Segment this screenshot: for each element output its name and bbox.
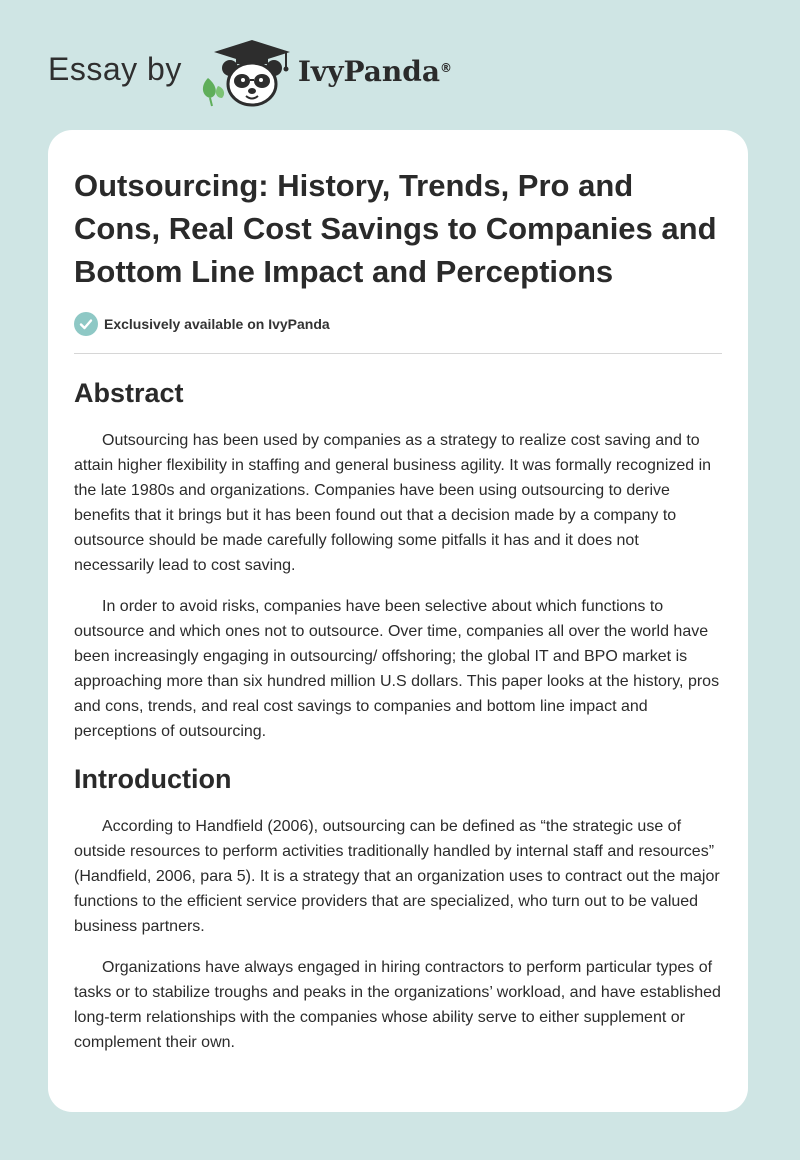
essay-by-label: Essay by (48, 50, 182, 87)
trademark-symbol: ® (440, 60, 452, 75)
panda-graduate-icon[interactable] (196, 34, 296, 108)
paragraph: Organizations have always engaged in hiring contractors to perform particular types of tasks or to stabilize troughs and peaks in the organizations’ workload, and have established long-term relationships with the companies whose ability serve to either supplement or complement their own. (74, 959, 721, 1051)
section-heading-abstract: Abstract (74, 378, 184, 408)
brand-label: IvyPanda (297, 54, 440, 88)
essay-card (48, 130, 748, 1112)
section-heading-introduction: Introduction (74, 764, 232, 794)
paragraph: According to Handfield (2006), outsourcing can be defined as “the strategic use of outside resources to perform activities traditionally handled by internal staff and resources” (Handfield, 2006, para 5). It is a strategy that an organization uses to contract out the major functions to the efficient service providers that are specialized, who turn out to be valued business partners. (74, 818, 720, 935)
paragraph: Outsourcing has been used by companies as a strategy to realize cost saving and to attain higher flexibility in staffing and general business agility. It was formally recognized in the late 1980s and organizations. Companies have been using outsourcing to derive benefits that it brings but it has been found out that a decision made by a company to outsource should be made carefully following some pitfalls it has and it does not necessarily lead to cost saving. (74, 432, 712, 574)
check-circle-icon (74, 312, 98, 336)
title-divider (74, 353, 722, 354)
site-header (48, 34, 452, 108)
brand-name[interactable] (298, 55, 452, 88)
exclusive-badge (74, 311, 722, 337)
section-body-abstract (74, 428, 722, 744)
exclusive-badge-label: Exclusively available on IvyPanda (104, 316, 330, 332)
section-body-introduction (74, 814, 722, 1055)
paragraph: In order to avoid risks, companies have been selective about which functions to outsource and which ones not to outsource. Over time, companies all over the world have been increasingly engaging in outsourcing/ offshoring; the global IT and BPO market is approaching more than six hundred million U.S dollars. This paper looks at the history, pros and cons, trends, and real cost savings to companies and bottom line impact and perceptions of outsourcing. (74, 598, 720, 740)
essay-title: Outsourcing: History, Trends, Pro and Cons, Real Cost Savings to Companies and Bottom Line Impact and Perceptions (74, 168, 717, 289)
